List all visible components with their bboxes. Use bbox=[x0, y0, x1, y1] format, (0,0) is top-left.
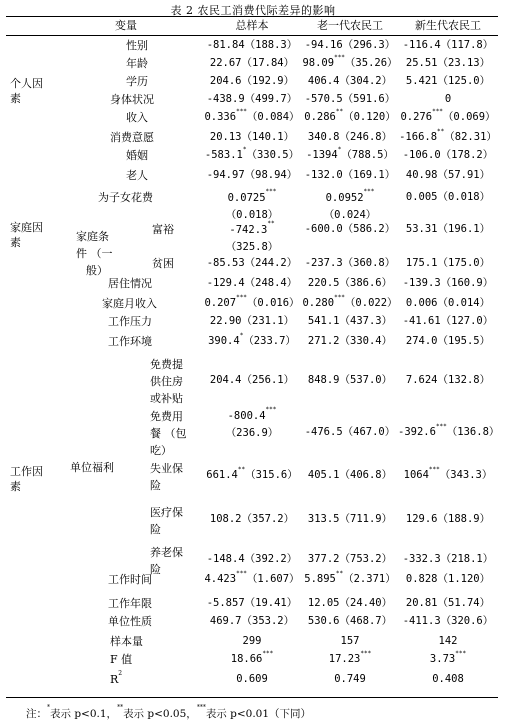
value-cell bbox=[398, 634, 498, 649]
value-cell bbox=[202, 672, 302, 687]
value-se: （236.9） bbox=[225, 427, 279, 439]
value-main: 204.4（256.1） bbox=[209, 374, 295, 386]
variable-label bbox=[126, 38, 148, 53]
top-rule bbox=[6, 16, 498, 17]
significance-mark: ** bbox=[335, 108, 344, 115]
significance-mark: *** bbox=[455, 650, 467, 657]
value-cell bbox=[398, 468, 498, 483]
value-main: -41.61（127.0） bbox=[402, 315, 494, 327]
value-main: 204.6（192.9） bbox=[209, 75, 295, 87]
value-cell bbox=[300, 314, 400, 329]
value-main: -438.9（499.7） bbox=[206, 93, 298, 105]
group-line: 素 bbox=[10, 92, 21, 105]
variable-label bbox=[98, 190, 153, 205]
value-main: 53.31（196.1） bbox=[405, 223, 491, 235]
value-main: -106.0（178.2） bbox=[402, 149, 494, 161]
value-cell bbox=[202, 614, 302, 629]
value-main: 661.4 bbox=[206, 469, 238, 481]
value-cell bbox=[300, 634, 400, 649]
note-sig: ** bbox=[117, 704, 124, 711]
variable-label bbox=[126, 110, 148, 125]
value-main: -411.3（320.6） bbox=[402, 615, 494, 627]
value-main: -5.857（19.41） bbox=[206, 597, 298, 609]
value-se: （788.5） bbox=[341, 149, 394, 161]
value-main: -570.5（591.6） bbox=[304, 93, 396, 105]
value-cell bbox=[398, 314, 498, 329]
value-cell bbox=[398, 572, 498, 587]
value-se: （325.8） bbox=[225, 241, 279, 253]
value-cell bbox=[398, 334, 498, 349]
value-se: （35.26） bbox=[344, 57, 398, 69]
value-cell bbox=[202, 634, 302, 649]
value-main: 0.0725 bbox=[227, 192, 266, 204]
significance-mark: *** bbox=[236, 108, 247, 115]
variable-line: 险 bbox=[150, 563, 161, 576]
value-main: 40.98（57.91） bbox=[405, 169, 491, 181]
variable-text: 年龄 bbox=[126, 57, 148, 70]
variable-line: 免费提 bbox=[150, 358, 183, 371]
value-cell bbox=[398, 148, 498, 163]
value-cell bbox=[398, 130, 498, 145]
value-cell bbox=[202, 652, 302, 667]
value-cell bbox=[202, 190, 302, 224]
value-main: -148.4（392.2） bbox=[206, 553, 298, 565]
value-cell bbox=[398, 222, 498, 237]
value-main: 4.423 bbox=[204, 573, 237, 585]
value-se: （136.8） bbox=[446, 426, 500, 438]
value-main: 541.1（437.3） bbox=[307, 315, 393, 327]
variable-text: 身体状况 bbox=[110, 93, 154, 106]
value-cell bbox=[202, 334, 302, 349]
value-cell bbox=[202, 572, 302, 587]
value-se: （233.7） bbox=[243, 335, 296, 347]
value-main: 390.4 bbox=[208, 335, 240, 347]
value-main: 0.0952 bbox=[325, 192, 364, 204]
variable-label bbox=[152, 256, 174, 271]
value-cell bbox=[300, 168, 400, 183]
value-cell bbox=[300, 672, 400, 687]
header-rule bbox=[6, 35, 498, 36]
value-cell bbox=[300, 425, 400, 440]
welfare-label: 单位福利 bbox=[70, 461, 114, 474]
variable-text: F 值 bbox=[110, 653, 133, 666]
value-cell bbox=[398, 672, 498, 687]
variable-label bbox=[110, 652, 132, 667]
variable-label bbox=[152, 222, 174, 237]
value-main: -94.97（98.94） bbox=[206, 169, 298, 181]
variable-text: 婚姻 bbox=[126, 149, 148, 162]
value-main: 22.90（231.1） bbox=[209, 315, 295, 327]
value-main: -583.1 bbox=[204, 149, 243, 161]
value-main: 406.4（304.2） bbox=[307, 75, 393, 87]
value-cell bbox=[300, 222, 400, 237]
value-se: （2.371） bbox=[343, 573, 396, 585]
table-title: 表 2 农民工消费代际差异的影响 bbox=[170, 4, 336, 17]
value-main: -129.4（248.4） bbox=[206, 277, 298, 289]
value-main: 142 bbox=[438, 635, 458, 647]
variable-label bbox=[108, 614, 152, 629]
header-variable: 变量 bbox=[115, 19, 137, 32]
significance-mark: *** bbox=[236, 570, 247, 577]
family-condition-label bbox=[76, 228, 113, 279]
value-cell bbox=[202, 130, 302, 145]
value-main: 469.7（353.2） bbox=[209, 615, 295, 627]
variable-line: 养老保 bbox=[150, 546, 183, 559]
value-main: 274.0（195.5） bbox=[405, 335, 491, 347]
value-cell bbox=[398, 614, 498, 629]
value-main: 7.624（132.8） bbox=[405, 374, 491, 386]
value-main: 271.2（330.4） bbox=[307, 335, 393, 347]
variable-line: 吃） bbox=[150, 444, 172, 457]
variable-text: 样本量 bbox=[110, 635, 143, 648]
value-main: 530.6（468.7） bbox=[307, 615, 393, 627]
footnote bbox=[26, 706, 311, 721]
value-cell bbox=[202, 148, 302, 163]
group-label-work bbox=[10, 464, 43, 494]
variable-label bbox=[150, 356, 183, 407]
variable-label bbox=[150, 460, 183, 494]
value-main: 220.5（386.6） bbox=[307, 277, 393, 289]
value-cell bbox=[300, 256, 400, 271]
group-label-family bbox=[10, 220, 43, 250]
note-sig: *** bbox=[196, 704, 206, 711]
value-main: 0.828（1.120） bbox=[405, 573, 491, 585]
value-cell bbox=[398, 652, 498, 667]
group-line: 素 bbox=[10, 236, 21, 249]
variable-text: 消费意愿 bbox=[110, 131, 154, 144]
value-main: 0.276 bbox=[400, 111, 433, 123]
value-se: （82.31） bbox=[444, 131, 497, 143]
value-cell bbox=[202, 512, 302, 527]
value-main: 299 bbox=[242, 635, 262, 647]
variable-line: 失业保 bbox=[150, 462, 183, 475]
value-se: （0.016） bbox=[246, 297, 300, 309]
variable-text: 学历 bbox=[126, 75, 148, 88]
group-line: 家庭条 bbox=[76, 230, 109, 243]
group-line: 般） bbox=[86, 264, 108, 277]
value-cell bbox=[398, 56, 498, 71]
variable-label bbox=[126, 148, 148, 163]
significance-mark: ** bbox=[267, 220, 275, 227]
value-cell bbox=[202, 314, 302, 329]
value-cell bbox=[202, 552, 302, 567]
note-sig: * bbox=[47, 704, 50, 711]
variable-line: 险 bbox=[150, 523, 161, 536]
value-cell bbox=[202, 408, 302, 442]
value-main: 377.2（753.2） bbox=[307, 553, 393, 565]
variable-text: 工作环境 bbox=[108, 335, 152, 348]
header-total: 总样本 bbox=[235, 19, 269, 32]
value-cell bbox=[398, 190, 498, 205]
variable-label bbox=[110, 130, 154, 145]
significance-mark: * bbox=[242, 146, 247, 153]
value-se: （315.6） bbox=[245, 469, 298, 481]
value-cell bbox=[300, 296, 400, 311]
significance-mark: *** bbox=[435, 423, 447, 430]
value-main: 0.005（0.018） bbox=[405, 191, 491, 203]
value-cell bbox=[398, 425, 498, 440]
significance-mark: *** bbox=[428, 466, 440, 473]
value-cell bbox=[398, 38, 498, 53]
variable-line: 险 bbox=[150, 479, 161, 492]
value-cell bbox=[300, 373, 400, 388]
value-main: 3.73 bbox=[429, 653, 456, 665]
value-cell bbox=[202, 596, 302, 611]
value-main: 848.9（537.0） bbox=[307, 374, 393, 386]
value-cell bbox=[300, 572, 400, 587]
variable-text: R bbox=[110, 673, 119, 686]
value-cell bbox=[202, 168, 302, 183]
variable-label bbox=[150, 544, 183, 578]
value-cell bbox=[300, 148, 400, 163]
variable-label bbox=[126, 56, 148, 71]
value-cell bbox=[300, 190, 400, 224]
variable-label bbox=[110, 672, 122, 687]
value-main: 0 bbox=[444, 93, 452, 105]
value-main: -85.53（244.2） bbox=[206, 257, 298, 269]
variable-superscript: 2 bbox=[118, 670, 123, 677]
value-main: 20.13（140.1） bbox=[209, 131, 295, 143]
value-cell bbox=[202, 276, 302, 291]
variable-text: 富裕 bbox=[152, 223, 174, 236]
value-cell bbox=[300, 130, 400, 145]
value-cell bbox=[202, 222, 302, 256]
note-text: 表示 p<0.1， bbox=[50, 708, 118, 720]
variable-text: 工作压力 bbox=[108, 315, 152, 328]
variable-label bbox=[108, 572, 152, 587]
significance-mark: *** bbox=[236, 294, 247, 301]
value-se: （1.607） bbox=[246, 573, 300, 585]
note-prefix: 注： bbox=[26, 708, 47, 720]
value-cell bbox=[300, 652, 400, 667]
variable-text: 为子女花费 bbox=[98, 191, 153, 204]
variable-text: 老人 bbox=[126, 169, 148, 182]
value-cell bbox=[202, 373, 302, 388]
value-main: 0.749 bbox=[334, 673, 366, 685]
value-cell bbox=[398, 552, 498, 567]
value-main: -742.3 bbox=[229, 224, 268, 236]
variable-text: 贫困 bbox=[152, 257, 174, 270]
value-main: 175.1（175.0） bbox=[405, 257, 491, 269]
value-cell bbox=[398, 296, 498, 311]
value-main: 12.05（24.40） bbox=[307, 597, 393, 609]
value-main: 0.207 bbox=[204, 297, 237, 309]
value-main: 157 bbox=[340, 635, 360, 647]
value-main: -116.4（117.8） bbox=[402, 39, 494, 51]
significance-mark: * bbox=[239, 332, 244, 339]
variable-label bbox=[108, 596, 152, 611]
value-cell bbox=[300, 38, 400, 53]
value-main: 0.408 bbox=[432, 673, 464, 685]
significance-mark: ** bbox=[335, 570, 344, 577]
variable-text: 家庭月收入 bbox=[102, 297, 157, 310]
significance-mark: ** bbox=[437, 128, 445, 135]
value-main: 129.6（188.9） bbox=[405, 513, 491, 525]
value-main: 0.609 bbox=[236, 673, 268, 685]
variable-label bbox=[150, 408, 187, 459]
value-main: 0.006（0.014） bbox=[405, 297, 491, 309]
value-se: （0.084） bbox=[246, 111, 300, 123]
variable-label bbox=[150, 504, 183, 538]
value-main: 313.5（711.9） bbox=[307, 513, 393, 525]
value-cell bbox=[202, 92, 302, 107]
value-cell bbox=[398, 596, 498, 611]
variable-label bbox=[126, 168, 148, 183]
significance-mark: *** bbox=[262, 650, 274, 657]
value-main: -392.6 bbox=[398, 426, 436, 438]
group-line: 家庭因 bbox=[10, 221, 43, 234]
note-text: 表示 p<0.01（下同） bbox=[205, 708, 312, 720]
value-cell bbox=[300, 512, 400, 527]
value-main: 0.336 bbox=[204, 111, 237, 123]
significance-mark: *** bbox=[334, 294, 345, 301]
value-main: 1064 bbox=[403, 469, 429, 481]
value-cell bbox=[300, 468, 400, 483]
value-se: （330.5） bbox=[246, 149, 300, 161]
value-main: 108.2（357.2） bbox=[209, 513, 295, 525]
value-cell bbox=[300, 614, 400, 629]
significance-mark: *** bbox=[265, 188, 277, 195]
value-se: （0.024） bbox=[323, 209, 377, 221]
value-cell bbox=[398, 74, 498, 89]
bottom-rule bbox=[6, 697, 498, 698]
variable-line: 餐 （包 bbox=[150, 427, 187, 440]
value-cell bbox=[300, 92, 400, 107]
value-cell bbox=[398, 92, 498, 107]
value-main: 5.421（125.0） bbox=[405, 75, 491, 87]
header-new-gen: 新生代农民工 bbox=[415, 19, 481, 32]
group-line: 工作因 bbox=[10, 465, 43, 478]
value-cell bbox=[300, 596, 400, 611]
value-se: （0.120） bbox=[343, 111, 396, 123]
value-cell bbox=[202, 468, 302, 483]
variable-label bbox=[108, 276, 152, 291]
variable-text: 收入 bbox=[126, 111, 148, 124]
value-se: （0.022） bbox=[344, 297, 398, 309]
variable-label bbox=[126, 74, 148, 89]
value-cell bbox=[202, 110, 302, 125]
value-main: 18.66 bbox=[230, 653, 263, 665]
value-main: -166.8 bbox=[399, 131, 438, 143]
value-cell bbox=[202, 74, 302, 89]
group-line: 件 （一 bbox=[76, 247, 113, 260]
value-main: -800.4 bbox=[227, 410, 266, 422]
value-main: -132.0（169.1） bbox=[304, 169, 396, 181]
value-main: 20.81（51.74） bbox=[405, 597, 491, 609]
variable-line: 或补贴 bbox=[150, 392, 183, 405]
value-main: -332.3（218.1） bbox=[402, 553, 494, 565]
value-main: 22.67（17.84） bbox=[209, 57, 295, 69]
value-cell bbox=[300, 56, 400, 71]
value-cell bbox=[398, 512, 498, 527]
value-cell bbox=[300, 552, 400, 567]
value-cell bbox=[398, 256, 498, 271]
significance-mark: *** bbox=[360, 650, 372, 657]
value-main: 0.286 bbox=[304, 111, 336, 123]
value-main: 405.1（406.8） bbox=[307, 469, 393, 481]
value-main: 340.8（246.8） bbox=[307, 131, 393, 143]
variable-label bbox=[110, 634, 143, 649]
value-cell bbox=[202, 256, 302, 271]
significance-mark: *** bbox=[265, 406, 277, 413]
value-main: -1394 bbox=[306, 149, 338, 161]
value-main: -476.5（467.0） bbox=[304, 426, 396, 438]
significance-mark: *** bbox=[432, 108, 443, 115]
value-main: 98.09 bbox=[302, 57, 335, 69]
value-main: -139.3（160.9） bbox=[402, 277, 494, 289]
variable-line: 医疗保 bbox=[150, 506, 183, 519]
value-cell bbox=[202, 56, 302, 71]
significance-mark: * bbox=[337, 146, 342, 153]
value-main: -237.3（360.8） bbox=[304, 257, 396, 269]
value-main: 0.280 bbox=[302, 297, 335, 309]
variable-label bbox=[110, 92, 154, 107]
value-cell bbox=[202, 38, 302, 53]
value-main: 25.51（23.13） bbox=[405, 57, 491, 69]
value-cell bbox=[398, 168, 498, 183]
group-label-individual bbox=[10, 76, 43, 106]
value-cell bbox=[300, 276, 400, 291]
variable-text: 工作时间 bbox=[108, 573, 152, 586]
value-main: -94.16（296.3） bbox=[304, 39, 396, 51]
value-se: （0.018） bbox=[225, 209, 279, 221]
variable-text: 居住情况 bbox=[108, 277, 152, 290]
value-main: -81.84（188.3） bbox=[206, 39, 298, 51]
value-se: （0.069） bbox=[442, 111, 496, 123]
value-cell bbox=[300, 74, 400, 89]
value-cell bbox=[398, 276, 498, 291]
value-cell bbox=[398, 110, 498, 125]
variable-label bbox=[108, 334, 152, 349]
group-line: 素 bbox=[10, 480, 21, 493]
header-old-gen: 老一代农民工 bbox=[317, 19, 383, 32]
value-se: （343.3） bbox=[439, 469, 493, 481]
value-cell bbox=[398, 373, 498, 388]
variable-label bbox=[102, 296, 157, 311]
variable-label bbox=[108, 314, 152, 329]
significance-mark: *** bbox=[363, 188, 375, 195]
value-cell bbox=[300, 334, 400, 349]
group-line: 个人因 bbox=[10, 77, 43, 90]
value-main: 17.23 bbox=[328, 653, 361, 665]
value-cell bbox=[202, 296, 302, 311]
value-main: 5.895 bbox=[304, 573, 336, 585]
variable-text: 单位性质 bbox=[108, 615, 152, 628]
value-cell bbox=[300, 110, 400, 125]
note-text: 表示 p<0.05， bbox=[123, 708, 197, 720]
value-main: -600.0（586.2） bbox=[304, 223, 396, 235]
significance-mark: ** bbox=[237, 466, 246, 473]
variable-text: 工作年限 bbox=[108, 597, 152, 610]
variable-text: 性别 bbox=[126, 39, 148, 52]
variable-line: 免费用 bbox=[150, 410, 183, 423]
variable-line: 供住房 bbox=[150, 375, 183, 388]
significance-mark: *** bbox=[334, 54, 345, 61]
